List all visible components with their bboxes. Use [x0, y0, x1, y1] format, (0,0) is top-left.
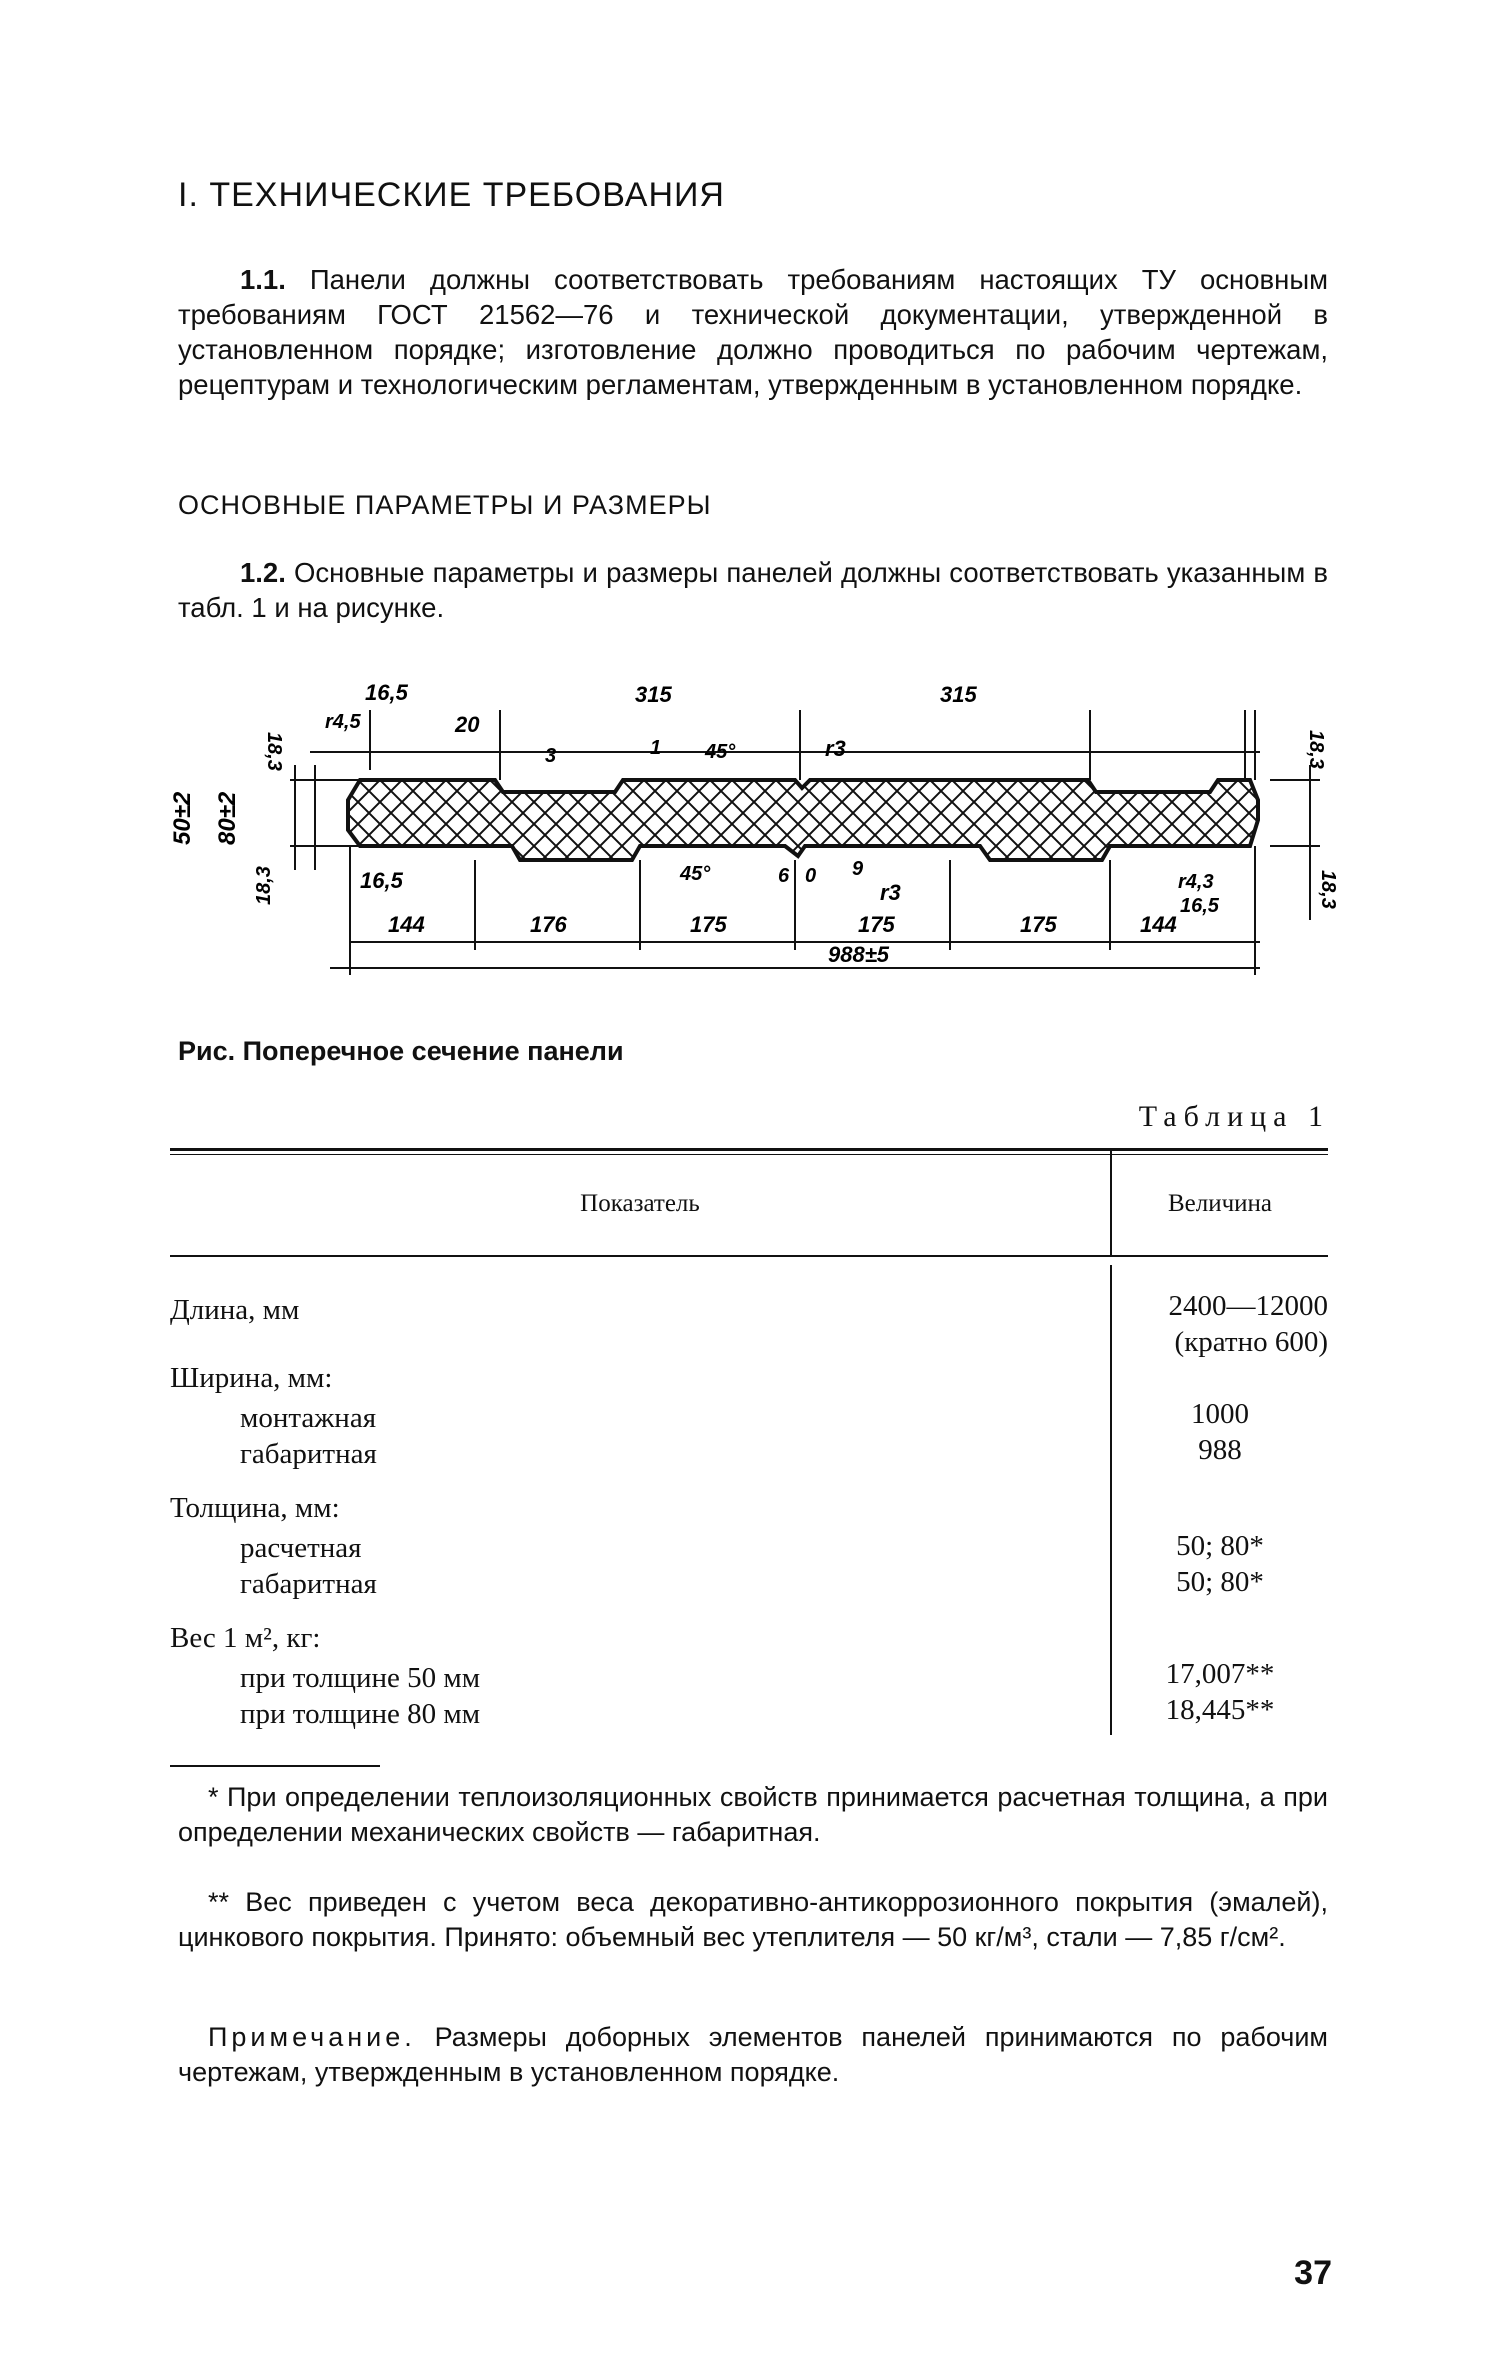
- header-value: Величина: [1167, 1190, 1273, 1217]
- row-thickness-value-2: 50; 80*: [1176, 1566, 1264, 1598]
- paragraph-1-1-number: 1.1.: [240, 264, 286, 295]
- dim-315-b: 315: [940, 682, 977, 707]
- row-weight-sub-2: при толщине 80 мм: [240, 1698, 481, 1730]
- row-thickness-sub-1: расчетная: [240, 1532, 362, 1564]
- row-weight-value-1: 17,007**: [1165, 1658, 1275, 1690]
- paragraph-1-2: [178, 555, 1328, 625]
- table-label: Таблица 1: [1138, 1100, 1330, 1133]
- table-header-rule: [170, 1255, 1328, 1257]
- dim-18-3-tl: 18,3: [263, 732, 285, 771]
- dim-16-5-top: 16,5: [365, 680, 408, 705]
- dim-r4-5: r4,5: [325, 711, 361, 733]
- paragraph-1-2-number: 1.2.: [240, 557, 286, 588]
- row-length-label: Длина, мм: [170, 1294, 300, 1326]
- dim-total: 988±5: [828, 942, 890, 967]
- note: [178, 2020, 1328, 2090]
- row-width-sub-1: монтажная: [240, 1402, 377, 1434]
- dim-144-right: 144: [1140, 912, 1177, 937]
- row-thickness-value-1: 50; 80*: [1176, 1530, 1264, 1562]
- row-weight-sub-1: при толщине 50 мм: [240, 1662, 481, 1694]
- header-indicator: Показатель: [580, 1190, 700, 1217]
- dim-175-a: 175: [690, 912, 727, 937]
- row-width-value-1: 1000: [1191, 1398, 1249, 1430]
- row-width-label: Ширина, мм:: [170, 1362, 333, 1394]
- row-thickness-label: Толщина, мм:: [170, 1492, 340, 1524]
- dim-45-top: 45°: [705, 741, 736, 763]
- dim-0: 0: [805, 865, 817, 887]
- dim-176: 176: [530, 912, 567, 937]
- dim-175-b: 175: [858, 912, 895, 937]
- paragraph-1-1: [178, 262, 1328, 402]
- row-weight-label: Вес 1 м², кг:: [170, 1622, 321, 1654]
- dim-1: 1: [650, 737, 662, 759]
- row-length-value-1: 2400—12000: [1168, 1290, 1328, 1322]
- dim-20: 20: [455, 712, 480, 737]
- dim-r3-top: r3: [825, 736, 846, 761]
- table-top-rule-thin: [170, 1154, 1328, 1155]
- note-text: Размеры доборных элементов панелей принимаются по рабочим чертежам, утвержденным в установленном порядке.: [178, 2022, 1328, 2087]
- dim-45-bottom: 45°: [680, 863, 711, 885]
- dim-50: 50±2: [169, 791, 196, 845]
- row-width-sub-2: габаритная: [240, 1438, 377, 1470]
- note-label: Примечание.: [208, 2022, 416, 2052]
- section-title: I. ТЕХНИЧЕСКИЕ ТРЕБОВАНИЯ: [178, 176, 725, 214]
- row-weight-value-2: 18,445**: [1165, 1694, 1275, 1726]
- dim-18-3-right: 18,3: [1305, 730, 1327, 769]
- dim-9: 9: [852, 858, 864, 880]
- dim-315-a: 315: [635, 682, 672, 707]
- footnote-2: ** Вес приведен с учетом веса декоративно-антикоррозионного покрытия (эмалей), цинкового покрытия. Принято: объемный вес утеплителя — 50 кг/м³, стали — 7,85 г/см².: [178, 1887, 1328, 1952]
- dim-3: 3: [545, 745, 557, 767]
- dim-r4-3: r4,3: [1178, 871, 1214, 893]
- dim-16-5-bottom: 16,5: [360, 868, 403, 893]
- table-top-rule: [170, 1148, 1328, 1151]
- dim-18-3-bl: 18,3: [253, 866, 275, 905]
- dim-16-5-right: 16,5: [1180, 895, 1219, 917]
- paragraph-1-2-text: Основные параметры и размеры панелей должны соответствовать указанным в табл. 1 и на рисунке.: [178, 557, 1328, 623]
- panel-cross-section-figure: [160, 670, 1340, 1010]
- figure-caption: Рис. Поперечное сечение панели: [178, 1036, 624, 1066]
- dim-144-left: 144: [388, 912, 425, 937]
- page-number: 37: [1294, 2254, 1332, 2292]
- dim-80: 80±2: [214, 791, 241, 845]
- dim-r3-bottom: r3: [880, 880, 901, 905]
- row-length-value-2: (кратно 600): [1174, 1326, 1328, 1358]
- paragraph-1-1-text: Панели должны соответствовать требованиям настоящих ТУ основным требованиям ГОСТ 21562—76 и технической документации, утвержденной в установленном порядке; изготовление должно проводиться по рабочим чертежам, рецептурам и технологическим регламентам, утвержденным в установленном порядке.: [178, 264, 1329, 400]
- row-thickness-sub-2: габаритная: [240, 1568, 377, 1600]
- dim-18-3-br: 18,3: [1317, 870, 1339, 909]
- footnote-1: * При определении теплоизоляционных свойств принимается расчетная толщина, а при определении механических свойств — габаритная.: [178, 1782, 1328, 1847]
- footnote-rule: [170, 1765, 380, 1767]
- panel-profile: [348, 780, 1258, 860]
- subheading: ОСНОВНЫЕ ПАРАМЕТРЫ И РАЗМЕРЫ: [178, 490, 712, 520]
- row-width-value-2: 988: [1198, 1434, 1242, 1466]
- dim-175-c: 175: [1020, 912, 1057, 937]
- dim-6: 6: [778, 865, 790, 887]
